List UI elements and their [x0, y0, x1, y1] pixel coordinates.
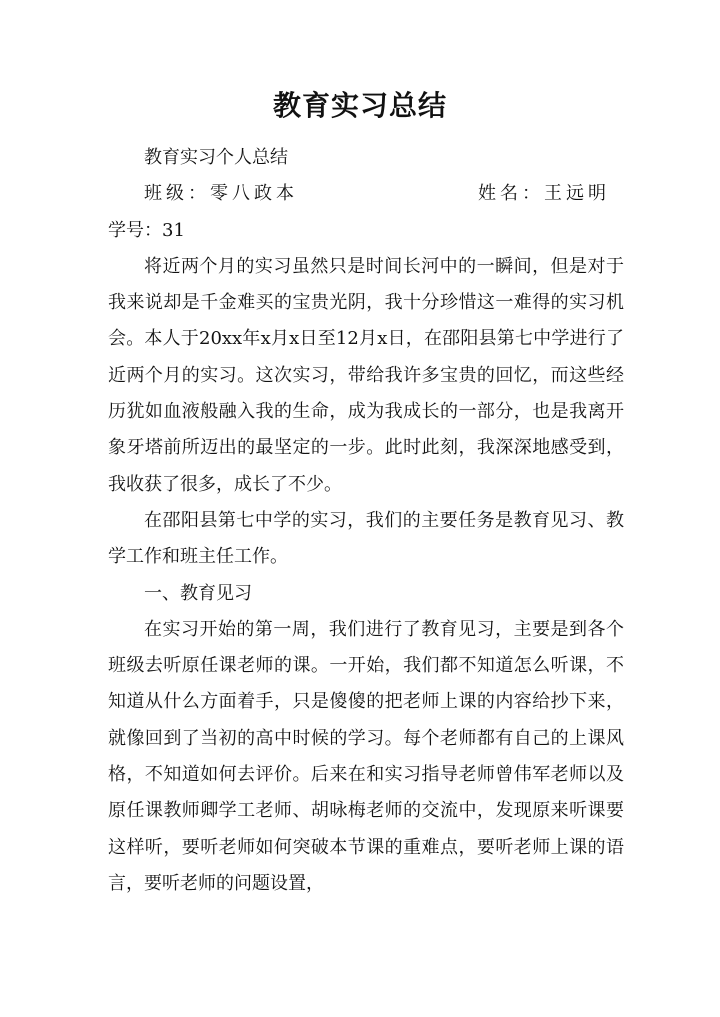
- document-body: [108, 140, 624, 902]
- paragraph-tasks: 在邵阳县第七中学的实习，我们的主要任务是教育见习、教学工作和班主任工作。: [108, 509, 624, 568]
- class-info: 班级：零八政本: [144, 183, 298, 205]
- class-name-line: [108, 176, 624, 212]
- name-info: 姓名：王远明: [478, 183, 610, 205]
- document-subtitle: 教育实习个人总结: [144, 147, 288, 168]
- paragraph-observation: 在实习开始的第一周，我们进行了教育见习，主要是到各个班级去听原任课老师的课。一开始，我们都不知道怎么听课，不知道从什么方面着手，只是傻傻的把老师上课的内容给抄下来，就像回到了当初的高中时候的学习。每个老师都有自己的上课风格，不知道如何去评价。后来在和实习指导老师曾伟军老师以及原任课教师卿学工老师、胡咏梅老师的交流中，发现原来听课要这样听，要听老师如何突破本节课的重难点，要听老师上课的语言，要听老师的问题设置，: [108, 618, 624, 894]
- document-title: 教育实习总结: [272, 89, 447, 122]
- section-heading-observation: 一、教育见习: [144, 582, 252, 604]
- paragraph-intro: 将近两个月的实习虽然只是时间长河中的一瞬间，但是对于我来说却是千金难买的宝贵光阴，我十分珍惜这一难得的实习机会。本人于20xx年x月x日至12月x日，在邵阳县第七中学进行了近两个月的实习。这次实习，带给我许多宝贵的回忆，而这些经历犹如血液般融入我的生命，成为我成长的一部分，也是我离开象牙塔前所迈出的最坚定的一步。此时此刻，我深深地感受到，我收获了很多，成长了不少。: [108, 255, 624, 495]
- student-id: 学号：31: [108, 219, 185, 241]
